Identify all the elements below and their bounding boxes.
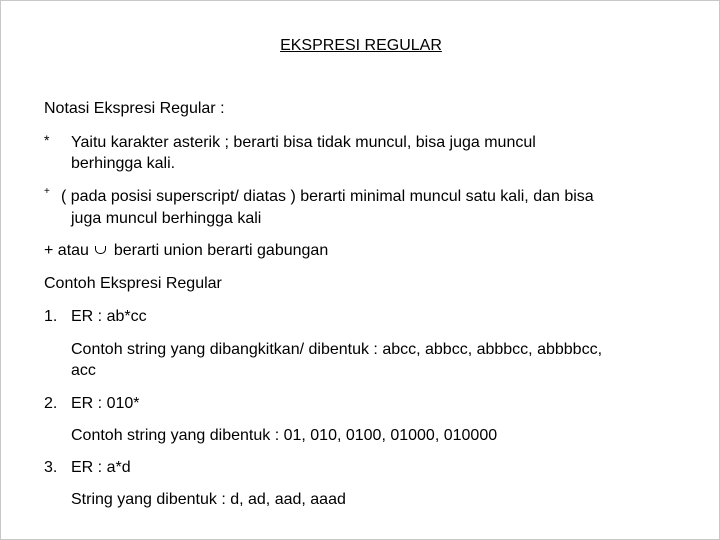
asterisk-desc-line1: Yaitu karakter asterik ; berarti bisa tidak muncul, bisa juga muncul [71,134,536,151]
notasi-heading: Notasi Ekspresi Regular : [44,100,225,117]
union-prefix: + atau [44,242,89,259]
example-desc-line1: Contoh string yang dibentuk : 01, 010, 0100, 01000, 010000 [71,427,498,444]
union-symbol-icon [95,246,106,254]
example-desc-line1: String yang dibentuk : d, ad, aad, aaad [71,491,346,508]
example-number: 1. [44,308,58,325]
example-desc-line1: Contoh string yang dibangkitkan/ dibentuk : abcc, abbcc, abbbcc, abbbbcc, [71,341,603,358]
example-number: 2. [44,395,58,412]
contoh-heading: Contoh Ekspresi Regular [44,275,222,292]
plus-desc-line2: juga muncul berhingga kali [71,210,262,227]
example-er: ER : ab*cc [71,308,147,325]
asterisk-desc-line2: berhingga kali. [71,155,176,172]
page-title: EKSPRESI REGULAR [280,37,442,54]
example-desc-line2: acc [71,362,96,379]
union-line [44,241,328,261]
example-er: ER : a*d [71,459,131,476]
example-number: 3. [44,459,58,476]
plus-bullet: + [44,186,50,197]
asterisk-bullet: * [44,132,50,148]
plus-desc-line1: ( pada posisi superscript/ diatas ) berarti minimal muncul satu kali, dan bisa [61,188,594,205]
example-er: ER : 010* [71,395,140,412]
union-suffix: berarti union berarti gabungan [113,242,329,259]
